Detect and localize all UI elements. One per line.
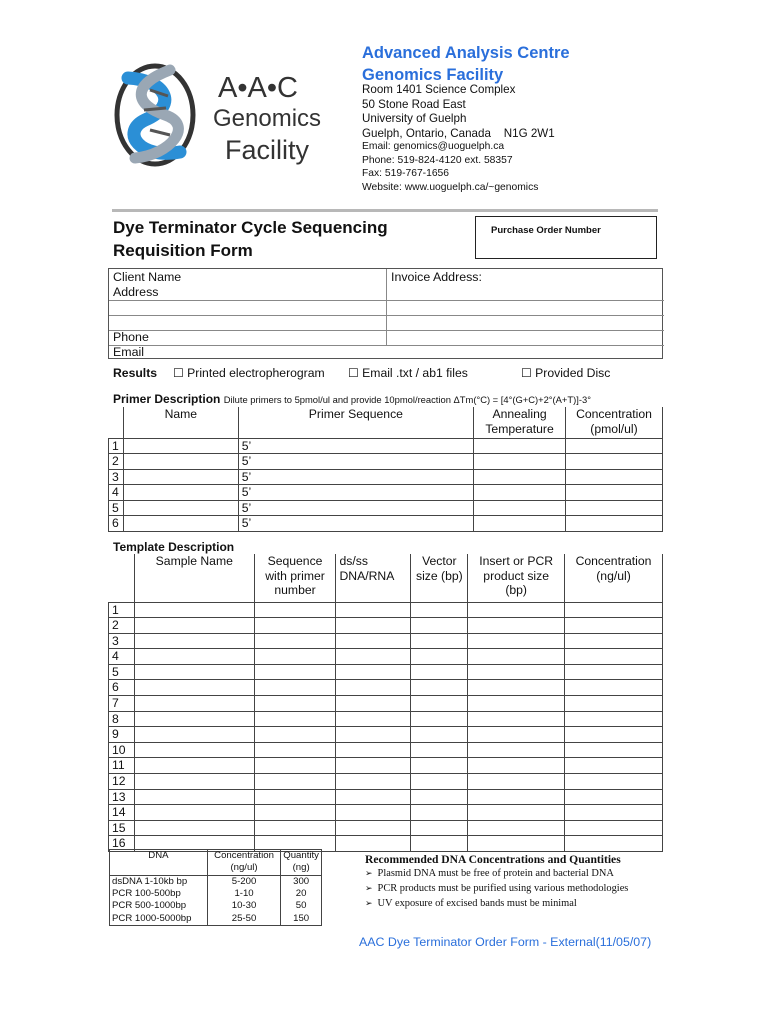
template-cell[interactable] xyxy=(254,820,336,836)
template-cell[interactable] xyxy=(411,774,468,790)
primer-number-header xyxy=(109,407,124,438)
primer-row xyxy=(109,469,663,485)
template-cell[interactable] xyxy=(565,664,663,680)
dna-type-cell: dsDNA 1-10kb bp xyxy=(110,876,208,888)
primer-concentration-cell[interactable] xyxy=(566,500,663,516)
template-row-number: 2 xyxy=(109,618,135,634)
template-cell[interactable] xyxy=(411,836,468,852)
dna-row xyxy=(110,876,322,888)
template-cell[interactable] xyxy=(134,774,254,790)
template-cell[interactable] xyxy=(254,727,336,743)
template-col-sequence: Sequence with primer number xyxy=(254,554,336,602)
phone-field[interactable]: Phone xyxy=(113,330,149,344)
dna-reference-table xyxy=(109,849,322,926)
row-line xyxy=(109,330,664,331)
template-cell[interactable] xyxy=(411,696,468,712)
primer-annealing-cell[interactable] xyxy=(474,485,566,501)
logo-text-aac: A•A•C xyxy=(218,72,298,104)
primer-col-annealing: Annealing Temperature xyxy=(474,407,566,438)
template-cell[interactable] xyxy=(565,742,663,758)
template-row-number: 7 xyxy=(109,696,135,712)
template-cell[interactable] xyxy=(336,711,411,727)
template-cell[interactable] xyxy=(336,602,411,618)
template-cell[interactable] xyxy=(134,680,254,696)
form-title-line2: Requisition Form xyxy=(113,241,253,260)
template-cell[interactable] xyxy=(411,820,468,836)
template-cell[interactable] xyxy=(134,727,254,743)
template-cell[interactable] xyxy=(336,649,411,665)
dna-row xyxy=(110,913,322,925)
template-cell[interactable] xyxy=(565,680,663,696)
recommendations-list xyxy=(365,866,628,911)
template-cell[interactable] xyxy=(134,758,254,774)
template-cell[interactable] xyxy=(565,602,663,618)
client-box-divider xyxy=(386,269,387,345)
org-address xyxy=(362,83,555,141)
client-name-field[interactable]: Client Name xyxy=(113,270,182,284)
primer-concentration-cell[interactable] xyxy=(566,454,663,470)
primer-name-cell[interactable] xyxy=(123,516,238,532)
template-row xyxy=(109,820,663,836)
primer-heading-title: Primer Description xyxy=(113,392,221,406)
template-col-dsss: ds/ss DNA/RNA xyxy=(336,554,411,602)
primer-row-number: 6 xyxy=(109,516,124,532)
template-cell[interactable] xyxy=(254,602,336,618)
option-label: Printed electropherogram xyxy=(187,366,325,380)
recommendation-item: ➢ PCR products must be purified using various methodologies xyxy=(365,881,628,896)
template-cell[interactable] xyxy=(468,836,565,852)
template-row-number: 1 xyxy=(109,602,135,618)
template-row xyxy=(109,618,663,634)
template-row xyxy=(109,680,663,696)
contact-fax: Fax: 519-767-1656 xyxy=(362,168,450,180)
template-cell[interactable] xyxy=(336,789,411,805)
template-row-number: 8 xyxy=(109,711,135,727)
template-cell[interactable] xyxy=(134,696,254,712)
template-cell[interactable] xyxy=(336,680,411,696)
checkbox-icon[interactable]: ☐ xyxy=(173,366,184,380)
template-row-number: 4 xyxy=(109,649,135,665)
template-cell[interactable] xyxy=(565,774,663,790)
dna-quantity-cell: 300 xyxy=(281,876,322,888)
template-row-number: 16 xyxy=(109,836,135,852)
result-option-email[interactable] xyxy=(348,366,468,380)
primer-header-row xyxy=(109,407,663,438)
primer-row-number: 4 xyxy=(109,485,124,501)
dna-header-row xyxy=(110,850,322,876)
footer-form-id: AAC Dye Terminator Order Form - External(11/05/07) xyxy=(359,935,652,949)
primer-concentration-cell[interactable] xyxy=(566,485,663,501)
template-cell[interactable] xyxy=(411,633,468,649)
template-cell[interactable] xyxy=(411,664,468,680)
primer-row-number: 1 xyxy=(109,438,124,454)
template-cell[interactable] xyxy=(468,820,565,836)
primer-annealing-cell[interactable] xyxy=(474,516,566,532)
primer-sequence-cell[interactable]: 5’ xyxy=(238,469,473,485)
template-cell[interactable] xyxy=(336,633,411,649)
template-header-row xyxy=(109,554,663,602)
template-cell[interactable] xyxy=(254,789,336,805)
address-line: Guelph, Ontario, Canada N1G 2W1 xyxy=(362,126,555,140)
primer-col-concentration: Concentration (pmol/ul) xyxy=(566,407,663,438)
template-cell[interactable] xyxy=(565,805,663,821)
purchase-order-field[interactable] xyxy=(475,216,657,259)
checkbox-icon[interactable]: ☐ xyxy=(348,366,359,380)
template-row xyxy=(109,602,663,618)
dna-col-concentration: Concentration (ng/ul) xyxy=(207,850,280,876)
row-line xyxy=(109,345,664,346)
template-cell[interactable] xyxy=(336,805,411,821)
template-cell[interactable] xyxy=(134,805,254,821)
template-col-concentration: Concentration (ng/ul) xyxy=(565,554,663,602)
template-cell[interactable] xyxy=(336,774,411,790)
checkbox-icon[interactable]: ☐ xyxy=(521,366,532,380)
primer-name-cell[interactable] xyxy=(123,438,238,454)
address-line: 50 Stone Road East xyxy=(362,97,466,111)
template-row-number: 13 xyxy=(109,789,135,805)
dna-rows xyxy=(110,876,322,926)
template-row xyxy=(109,664,663,680)
template-cell[interactable] xyxy=(411,805,468,821)
primer-sequence-cell[interactable]: 5’ xyxy=(238,500,473,516)
client-info-box xyxy=(108,268,663,359)
template-cell[interactable] xyxy=(565,618,663,634)
primer-annealing-cell[interactable] xyxy=(474,500,566,516)
template-cell[interactable] xyxy=(336,820,411,836)
contact-website: Website: www.uoguelph.ca/~genomics xyxy=(362,181,539,193)
primer-row xyxy=(109,516,663,532)
template-row xyxy=(109,711,663,727)
recommendation-item: ➢ Plasmid DNA must be free of protein and bacterial DNA xyxy=(365,866,628,881)
template-cell[interactable] xyxy=(411,727,468,743)
dna-quantity-cell: 20 xyxy=(281,888,322,900)
primer-table xyxy=(108,407,663,532)
template-row-number: 3 xyxy=(109,633,135,649)
dna-concentration-cell: 5-200 xyxy=(207,876,280,888)
primer-col-sequence: Primer Sequence xyxy=(238,407,473,438)
template-cell[interactable] xyxy=(254,664,336,680)
primer-name-cell[interactable] xyxy=(123,500,238,516)
header-divider xyxy=(112,209,658,212)
dna-concentration-cell: 10-30 xyxy=(207,900,280,912)
template-cell[interactable] xyxy=(134,618,254,634)
template-cell[interactable] xyxy=(468,618,565,634)
dna-row xyxy=(110,900,322,912)
template-cell[interactable] xyxy=(565,789,663,805)
template-cell[interactable] xyxy=(565,649,663,665)
recommendations-title: Recommended DNA Concentrations and Quantities xyxy=(365,853,621,866)
dna-quantity-cell: 50 xyxy=(281,900,322,912)
primer-rows xyxy=(109,438,663,532)
template-cell[interactable] xyxy=(468,664,565,680)
primer-sequence-cell[interactable]: 5’ xyxy=(238,516,473,532)
template-cell[interactable] xyxy=(336,696,411,712)
primer-concentration-cell[interactable] xyxy=(566,469,663,485)
result-option-printed[interactable] xyxy=(173,366,325,380)
purchase-order-label: Purchase Order Number xyxy=(491,225,601,236)
dna-col-dna: DNA xyxy=(110,850,208,876)
org-name-line1: Advanced Analysis Centre xyxy=(362,44,570,62)
template-cell[interactable] xyxy=(254,805,336,821)
primer-name-cell[interactable] xyxy=(123,485,238,501)
primer-name-cell[interactable] xyxy=(123,454,238,470)
primer-annealing-cell[interactable] xyxy=(474,438,566,454)
results-label: Results xyxy=(113,366,158,380)
dna-concentration-cell: 1-10 xyxy=(207,888,280,900)
template-cell[interactable] xyxy=(254,758,336,774)
template-row xyxy=(109,758,663,774)
primer-row xyxy=(109,438,663,454)
address-line: Room 1401 Science Complex xyxy=(362,83,516,96)
template-cell[interactable] xyxy=(468,711,565,727)
template-heading: Template Description xyxy=(113,540,235,554)
row-line xyxy=(109,300,664,301)
result-option-disc[interactable] xyxy=(521,366,610,380)
template-cell[interactable] xyxy=(134,602,254,618)
contact-email: Email: genomics@uoguelph.ca xyxy=(362,141,505,152)
org-contact xyxy=(362,140,538,194)
primer-concentration-cell[interactable] xyxy=(566,438,663,454)
logo-text-facility: Facility xyxy=(225,135,310,165)
template-cell[interactable] xyxy=(254,633,336,649)
dna-row xyxy=(110,888,322,900)
dna-concentration-cell: 25-50 xyxy=(207,913,280,925)
template-cell[interactable] xyxy=(411,680,468,696)
template-cell[interactable] xyxy=(468,727,565,743)
template-cell[interactable] xyxy=(254,618,336,634)
dna-type-cell: PCR 1000-5000bp xyxy=(110,913,208,925)
template-cell[interactable] xyxy=(565,633,663,649)
org-name-line2: Genomics Facility xyxy=(362,66,504,84)
template-row-number: 11 xyxy=(109,758,135,774)
template-cell[interactable] xyxy=(336,742,411,758)
template-cell[interactable] xyxy=(134,742,254,758)
template-cell[interactable] xyxy=(254,774,336,790)
template-row-number: 10 xyxy=(109,742,135,758)
template-col-vector: Vector size (bp) xyxy=(411,554,468,602)
address-field[interactable]: Address xyxy=(113,285,159,299)
template-cell[interactable] xyxy=(254,742,336,758)
template-cell[interactable] xyxy=(565,696,663,712)
template-cell[interactable] xyxy=(468,758,565,774)
recommendation-item: ➢ UV exposure of excised bands must be minimal xyxy=(365,896,628,911)
template-cell[interactable] xyxy=(565,836,663,852)
form-title-line1: Dye Terminator Cycle Sequencing xyxy=(113,218,388,237)
template-cell[interactable] xyxy=(411,789,468,805)
template-cell[interactable] xyxy=(565,820,663,836)
template-number-header xyxy=(109,554,135,602)
dna-helix-graphic xyxy=(117,66,193,164)
template-cell[interactable] xyxy=(565,758,663,774)
aac-genomics-logo xyxy=(110,60,345,170)
template-cell[interactable] xyxy=(468,633,565,649)
form-title xyxy=(113,216,388,262)
primer-dilution-note: Dilute primers to 5pmol/ul and provide 10pmol/reaction ΔTm(°C) = [4°(G+C)+2°(A+T)]-3° xyxy=(223,394,591,405)
template-cell[interactable] xyxy=(336,618,411,634)
contact-phone: Phone: 519-824-4120 ext. 58357 xyxy=(362,154,513,166)
primer-row-number: 2 xyxy=(109,454,124,470)
template-cell[interactable] xyxy=(468,742,565,758)
primer-annealing-cell[interactable] xyxy=(474,469,566,485)
primer-row xyxy=(109,485,663,501)
template-cell[interactable] xyxy=(411,758,468,774)
primer-sequence-cell[interactable]: 5’ xyxy=(238,454,473,470)
template-cell[interactable] xyxy=(134,711,254,727)
template-cell[interactable] xyxy=(134,649,254,665)
template-cell[interactable] xyxy=(254,711,336,727)
row-line xyxy=(109,315,664,316)
primer-row-number: 5 xyxy=(109,500,124,516)
dna-type-cell: PCR 500-1000bp xyxy=(110,900,208,912)
option-label: Provided Disc xyxy=(535,366,611,380)
template-row xyxy=(109,742,663,758)
template-row-number: 5 xyxy=(109,664,135,680)
primer-concentration-cell[interactable] xyxy=(566,516,663,532)
template-cell[interactable] xyxy=(254,696,336,712)
dna-quantity-cell: 150 xyxy=(281,913,322,925)
template-cell[interactable] xyxy=(411,742,468,758)
template-col-insert: Insert or PCR product size (bp) xyxy=(468,554,565,602)
dna-type-cell: PCR 100-500bp xyxy=(110,888,208,900)
template-cell[interactable] xyxy=(336,758,411,774)
template-cell[interactable] xyxy=(411,711,468,727)
template-rows xyxy=(109,602,663,852)
primer-row xyxy=(109,454,663,470)
template-cell[interactable] xyxy=(411,602,468,618)
primer-name-cell[interactable] xyxy=(123,469,238,485)
template-cell[interactable] xyxy=(468,696,565,712)
template-cell[interactable] xyxy=(411,649,468,665)
primer-sequence-cell[interactable]: 5’ xyxy=(238,438,473,454)
template-row xyxy=(109,696,663,712)
dna-col-quantity: Quantity (ng) xyxy=(281,850,322,876)
primer-row-number: 3 xyxy=(109,469,124,485)
template-cell[interactable] xyxy=(468,649,565,665)
template-cell[interactable] xyxy=(134,664,254,680)
template-row-number: 6 xyxy=(109,680,135,696)
email-field[interactable]: Email xyxy=(113,345,144,359)
logo-text-genomics: Genomics xyxy=(213,105,322,132)
template-cell[interactable] xyxy=(134,789,254,805)
template-cell[interactable] xyxy=(468,774,565,790)
primer-heading xyxy=(113,392,591,406)
template-col-sample: Sample Name xyxy=(134,554,254,602)
template-cell[interactable] xyxy=(468,602,565,618)
template-cell[interactable] xyxy=(336,836,411,852)
template-row xyxy=(109,805,663,821)
template-row xyxy=(109,649,663,665)
template-row xyxy=(109,789,663,805)
template-row-number: 12 xyxy=(109,774,135,790)
template-table xyxy=(108,554,663,852)
template-cell[interactable] xyxy=(565,727,663,743)
address-line: University of Guelph xyxy=(362,112,467,126)
template-cell[interactable] xyxy=(134,820,254,836)
primer-col-name: Name xyxy=(123,407,238,438)
template-cell[interactable] xyxy=(468,805,565,821)
option-label: Email .txt / ab1 files xyxy=(362,366,468,380)
org-name xyxy=(362,42,570,86)
template-cell[interactable] xyxy=(468,789,565,805)
template-cell[interactable] xyxy=(336,664,411,680)
template-row xyxy=(109,633,663,649)
template-cell[interactable] xyxy=(411,618,468,634)
template-cell[interactable] xyxy=(336,727,411,743)
template-cell[interactable] xyxy=(254,680,336,696)
primer-annealing-cell[interactable] xyxy=(474,454,566,470)
template-cell[interactable] xyxy=(468,680,565,696)
template-row-number: 15 xyxy=(109,820,135,836)
template-cell[interactable] xyxy=(254,649,336,665)
primer-row xyxy=(109,500,663,516)
template-row-number: 9 xyxy=(109,727,135,743)
template-row xyxy=(109,774,663,790)
primer-sequence-cell[interactable]: 5’ xyxy=(238,485,473,501)
template-row-number: 14 xyxy=(109,805,135,821)
template-cell[interactable] xyxy=(134,633,254,649)
template-cell[interactable] xyxy=(565,711,663,727)
template-row xyxy=(109,727,663,743)
invoice-address-field[interactable]: Invoice Address: xyxy=(391,270,482,284)
